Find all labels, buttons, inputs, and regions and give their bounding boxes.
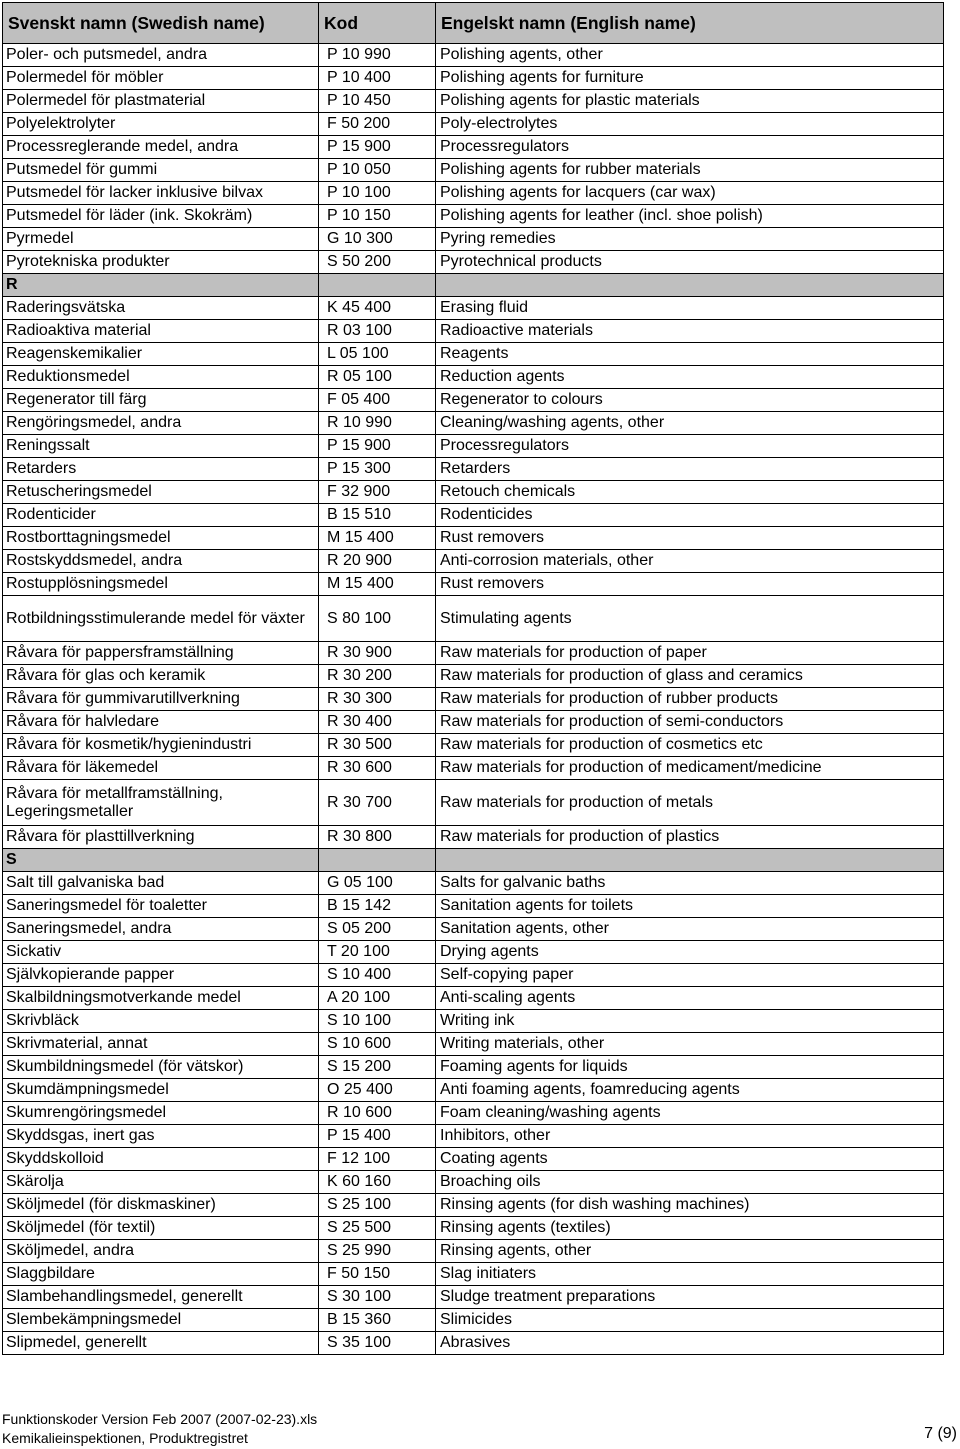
swedish-name-cell: Salt till galvaniska bad	[3, 872, 319, 895]
table-row	[3, 1079, 944, 1102]
code-cell: P 15 300	[319, 458, 436, 481]
swedish-name-cell: Rostborttagningsmedel	[3, 527, 319, 550]
english-name-cell: Retouch chemicals	[436, 481, 944, 504]
english-name-cell: Raw materials for production of cosmetics etc	[436, 734, 944, 757]
table-row	[3, 228, 944, 251]
swedish-name-cell: Putsmedel för läder (ink. Skokräm)	[3, 205, 319, 228]
section-row	[3, 849, 944, 872]
english-name-cell: Raw materials for production of paper	[436, 642, 944, 665]
table-row	[3, 136, 944, 159]
english-name-cell: Polishing agents for rubber materials	[436, 159, 944, 182]
code-cell: S 35 100	[319, 1332, 436, 1355]
table-row	[3, 596, 944, 642]
swedish-name-cell: Rostupplösningsmedel	[3, 573, 319, 596]
swedish-name-cell: Raderingsvätska	[3, 297, 319, 320]
code-cell: S 10 600	[319, 1033, 436, 1056]
table-row	[3, 1148, 944, 1171]
code-cell: R 10 990	[319, 412, 436, 435]
swedish-name-cell: Sickativ	[3, 941, 319, 964]
table-row	[3, 1102, 944, 1125]
table-row	[3, 1056, 944, 1079]
column-header-english-name: Engelskt namn (English name)	[436, 3, 944, 44]
swedish-name-cell: Reningssalt	[3, 435, 319, 458]
table-row	[3, 1194, 944, 1217]
table-row	[3, 734, 944, 757]
code-cell: S 50 200	[319, 251, 436, 274]
code-cell: S 25 100	[319, 1194, 436, 1217]
section-empty-cell	[319, 849, 436, 872]
english-name-cell: Slimicides	[436, 1309, 944, 1332]
swedish-name-cell: Sköljmedel (för diskmaskiner)	[3, 1194, 319, 1217]
table-row	[3, 895, 944, 918]
english-name-cell: Rust removers	[436, 573, 944, 596]
table-row	[3, 205, 944, 228]
english-name-cell: Foaming agents for liquids	[436, 1056, 944, 1079]
table-row	[3, 67, 944, 90]
table-row	[3, 389, 944, 412]
english-name-cell: Pyrotechnical products	[436, 251, 944, 274]
english-name-cell: Sanitation agents, other	[436, 918, 944, 941]
code-cell: S 10 400	[319, 964, 436, 987]
table-row	[3, 435, 944, 458]
section-empty-cell	[436, 274, 944, 297]
code-cell: S 30 100	[319, 1286, 436, 1309]
code-cell: P 10 150	[319, 205, 436, 228]
table-row	[3, 642, 944, 665]
english-name-cell: Polishing agents for lacquers (car wax)	[436, 182, 944, 205]
swedish-name-cell: Poler- och putsmedel, andra	[3, 44, 319, 67]
page-number: 7 (9)	[924, 1425, 957, 1442]
code-cell: S 25 500	[319, 1217, 436, 1240]
table-row	[3, 688, 944, 711]
swedish-name-cell: Polermedel för plastmaterial	[3, 90, 319, 113]
table-row	[3, 504, 944, 527]
table-row	[3, 964, 944, 987]
table-row	[3, 1125, 944, 1148]
english-name-cell: Foam cleaning/washing agents	[436, 1102, 944, 1125]
english-name-cell: Inhibitors, other	[436, 1125, 944, 1148]
swedish-name-cell: Skyddskolloid	[3, 1148, 319, 1171]
code-cell: P 10 400	[319, 67, 436, 90]
english-name-cell: Self-copying paper	[436, 964, 944, 987]
section-letter: S	[3, 849, 319, 872]
table-row	[3, 1263, 944, 1286]
swedish-name-cell: Råvara för gummivarutillverkning	[3, 688, 319, 711]
code-cell: R 30 800	[319, 826, 436, 849]
swedish-name-cell: Råvara för metallframställning, Legeringsmetaller	[3, 780, 319, 826]
code-cell: A 20 100	[319, 987, 436, 1010]
english-name-cell: Anti foaming agents, foamreducing agents	[436, 1079, 944, 1102]
english-name-cell: Sanitation agents for toilets	[436, 895, 944, 918]
table-row	[3, 159, 944, 182]
swedish-name-cell: Pyrotekniska produkter	[3, 251, 319, 274]
english-name-cell: Reduction agents	[436, 366, 944, 389]
swedish-name-cell: Rotbildningsstimulerande medel för växter	[3, 596, 319, 642]
english-name-cell: Processregulators	[436, 136, 944, 159]
table-row	[3, 780, 944, 826]
code-cell: R 30 400	[319, 711, 436, 734]
table-row	[3, 412, 944, 435]
english-name-cell: Anti-corrosion materials, other	[436, 550, 944, 573]
code-cell: S 05 200	[319, 918, 436, 941]
swedish-name-cell: Processreglerande medel, andra	[3, 136, 319, 159]
code-cell: R 30 700	[319, 780, 436, 826]
english-name-cell: Raw materials for production of rubber products	[436, 688, 944, 711]
english-name-cell: Stimulating agents	[436, 596, 944, 642]
english-name-cell: Salts for galvanic baths	[436, 872, 944, 895]
english-name-cell: Raw materials for production of semi-conductors	[436, 711, 944, 734]
footer-organization: Kemikalieinspektionen, Produktregistret	[2, 1430, 248, 1446]
english-name-cell: Abrasives	[436, 1332, 944, 1355]
english-name-cell: Writing materials, other	[436, 1033, 944, 1056]
english-name-cell: Regenerator to colours	[436, 389, 944, 412]
code-cell: K 60 160	[319, 1171, 436, 1194]
swedish-name-cell: Skumrengöringsmedel	[3, 1102, 319, 1125]
code-cell: P 10 050	[319, 159, 436, 182]
code-cell: B 15 360	[319, 1309, 436, 1332]
table-row	[3, 113, 944, 136]
english-name-cell: Polishing agents for leather (incl. shoe polish)	[436, 205, 944, 228]
swedish-name-cell: Skumdämpningsmedel	[3, 1079, 319, 1102]
table-row	[3, 320, 944, 343]
english-name-cell: Polishing agents for plastic materials	[436, 90, 944, 113]
code-cell: F 50 150	[319, 1263, 436, 1286]
code-cell: S 15 200	[319, 1056, 436, 1079]
code-table	[2, 2, 944, 1355]
table-row	[3, 343, 944, 366]
section-row	[3, 274, 944, 297]
english-name-cell: Anti-scaling agents	[436, 987, 944, 1010]
table-row	[3, 251, 944, 274]
swedish-name-cell: Råvara för läkemedel	[3, 757, 319, 780]
table-row	[3, 826, 944, 849]
swedish-name-cell: Skärolja	[3, 1171, 319, 1194]
swedish-name-cell: Putsmedel för lacker inklusive bilvax	[3, 182, 319, 205]
code-cell: O 25 400	[319, 1079, 436, 1102]
code-cell: R 10 600	[319, 1102, 436, 1125]
swedish-name-cell: Slaggbildare	[3, 1263, 319, 1286]
english-name-cell: Raw materials for production of glass and ceramics	[436, 665, 944, 688]
english-name-cell: Raw materials for production of metals	[436, 780, 944, 826]
code-cell: S 10 100	[319, 1010, 436, 1033]
code-cell: T 20 100	[319, 941, 436, 964]
swedish-name-cell: Självkopierande papper	[3, 964, 319, 987]
swedish-name-cell: Saneringsmedel, andra	[3, 918, 319, 941]
code-cell: M 15 400	[319, 573, 436, 596]
english-name-cell: Reagents	[436, 343, 944, 366]
code-cell: K 45 400	[319, 297, 436, 320]
code-cell: B 15 510	[319, 504, 436, 527]
code-cell: F 50 200	[319, 113, 436, 136]
english-name-cell: Poly-electrolytes	[436, 113, 944, 136]
code-cell: F 32 900	[319, 481, 436, 504]
table-row	[3, 941, 944, 964]
table-row	[3, 1171, 944, 1194]
code-cell: R 30 200	[319, 665, 436, 688]
table-row	[3, 182, 944, 205]
table-row	[3, 297, 944, 320]
swedish-name-cell: Skrivmaterial, annat	[3, 1033, 319, 1056]
code-cell: G 05 100	[319, 872, 436, 895]
code-cell: B 15 142	[319, 895, 436, 918]
english-name-cell: Writing ink	[436, 1010, 944, 1033]
english-name-cell: Rinsing agents (for dish washing machines)	[436, 1194, 944, 1217]
english-name-cell: Erasing fluid	[436, 297, 944, 320]
section-empty-cell	[436, 849, 944, 872]
table-row	[3, 987, 944, 1010]
table-row	[3, 918, 944, 941]
code-cell: P 10 450	[319, 90, 436, 113]
swedish-name-cell: Sköljmedel (för textil)	[3, 1217, 319, 1240]
english-name-cell: Retarders	[436, 458, 944, 481]
swedish-name-cell: Skrivbläck	[3, 1010, 319, 1033]
code-cell: P 10 100	[319, 182, 436, 205]
code-cell: P 15 900	[319, 136, 436, 159]
table-row	[3, 44, 944, 67]
footer-filename: Funktionskoder Version Feb 2007 (2007-02-23).xls	[2, 1411, 318, 1427]
table-row	[3, 573, 944, 596]
code-cell: S 25 990	[319, 1240, 436, 1263]
english-name-cell: Rust removers	[436, 527, 944, 550]
table-row	[3, 1010, 944, 1033]
swedish-name-cell: Retarders	[3, 458, 319, 481]
swedish-name-cell: Reagenskemikalier	[3, 343, 319, 366]
code-cell: S 80 100	[319, 596, 436, 642]
code-cell: M 15 400	[319, 527, 436, 550]
swedish-name-cell: Skalbildningsmotverkande medel	[3, 987, 319, 1010]
swedish-name-cell: Regenerator till färg	[3, 389, 319, 412]
english-name-cell: Rinsing agents (textiles)	[436, 1217, 944, 1240]
english-name-cell: Processregulators	[436, 435, 944, 458]
table-row	[3, 366, 944, 389]
column-header-swedish-name: Svenskt namn (Swedish name)	[3, 3, 319, 44]
table-row	[3, 711, 944, 734]
code-cell: P 15 400	[319, 1125, 436, 1148]
english-name-cell: Coating agents	[436, 1148, 944, 1171]
table-row	[3, 1217, 944, 1240]
page-footer	[2, 1410, 957, 1448]
table-row	[3, 550, 944, 573]
code-cell: F 05 400	[319, 389, 436, 412]
swedish-name-cell: Råvara för kosmetik/hygienindustri	[3, 734, 319, 757]
swedish-name-cell: Rostskyddsmedel, andra	[3, 550, 319, 573]
code-cell: R 03 100	[319, 320, 436, 343]
swedish-name-cell: Slipmedel, generellt	[3, 1332, 319, 1355]
swedish-name-cell: Rengöringsmedel, andra	[3, 412, 319, 435]
code-cell: R 30 900	[319, 642, 436, 665]
english-name-cell: Cleaning/washing agents, other	[436, 412, 944, 435]
code-cell: R 30 600	[319, 757, 436, 780]
table-row	[3, 665, 944, 688]
english-name-cell: Raw materials for production of medicament/medicine	[436, 757, 944, 780]
table-row	[3, 90, 944, 113]
swedish-name-cell: Polermedel för möbler	[3, 67, 319, 90]
code-cell: L 05 100	[319, 343, 436, 366]
swedish-name-cell: Retuscheringsmedel	[3, 481, 319, 504]
code-cell: P 10 990	[319, 44, 436, 67]
swedish-name-cell: Råvara för glas och keramik	[3, 665, 319, 688]
swedish-name-cell: Slembekämpningsmedel	[3, 1309, 319, 1332]
english-name-cell: Broaching oils	[436, 1171, 944, 1194]
swedish-name-cell: Sköljmedel, andra	[3, 1240, 319, 1263]
swedish-name-cell: Pyrmedel	[3, 228, 319, 251]
english-name-cell: Sludge treatment preparations	[436, 1286, 944, 1309]
swedish-name-cell: Råvara för pappersframställning	[3, 642, 319, 665]
english-name-cell: Drying agents	[436, 941, 944, 964]
code-cell: P 15 900	[319, 435, 436, 458]
swedish-name-cell: Polyelektrolyter	[3, 113, 319, 136]
code-cell: R 05 100	[319, 366, 436, 389]
swedish-name-cell: Radioaktiva material	[3, 320, 319, 343]
swedish-name-cell: Putsmedel för gummi	[3, 159, 319, 182]
table-body	[3, 44, 944, 1355]
english-name-cell: Polishing agents, other	[436, 44, 944, 67]
english-name-cell: Rodenticides	[436, 504, 944, 527]
code-cell: R 30 500	[319, 734, 436, 757]
table-row	[3, 1033, 944, 1056]
code-cell: F 12 100	[319, 1148, 436, 1171]
swedish-name-cell: Reduktionsmedel	[3, 366, 319, 389]
english-name-cell: Slag initiaters	[436, 1263, 944, 1286]
english-name-cell: Raw materials for production of plastics	[436, 826, 944, 849]
table-row	[3, 1286, 944, 1309]
swedish-name-cell: Råvara för plasttillverkning	[3, 826, 319, 849]
english-name-cell: Pyring remedies	[436, 228, 944, 251]
code-cell: R 20 900	[319, 550, 436, 573]
swedish-name-cell: Slambehandlingsmedel, generellt	[3, 1286, 319, 1309]
swedish-name-cell: Skyddsgas, inert gas	[3, 1125, 319, 1148]
swedish-name-cell: Skumbildningsmedel (för vätskor)	[3, 1056, 319, 1079]
swedish-name-cell: Saneringsmedel för toaletter	[3, 895, 319, 918]
code-cell: R 30 300	[319, 688, 436, 711]
table-row	[3, 872, 944, 895]
table-header-row	[3, 3, 944, 44]
english-name-cell: Rinsing agents, other	[436, 1240, 944, 1263]
column-header-code: Kod	[319, 3, 436, 44]
section-empty-cell	[319, 274, 436, 297]
swedish-name-cell: Rodenticider	[3, 504, 319, 527]
english-name-cell: Radioactive materials	[436, 320, 944, 343]
swedish-name-cell: Råvara för halvledare	[3, 711, 319, 734]
code-cell: G 10 300	[319, 228, 436, 251]
table-row	[3, 481, 944, 504]
table-row	[3, 527, 944, 550]
table-row	[3, 1240, 944, 1263]
english-name-cell: Polishing agents for furniture	[436, 67, 944, 90]
table-row	[3, 1309, 944, 1332]
table-row	[3, 458, 944, 481]
table-row	[3, 1332, 944, 1355]
table-row	[3, 757, 944, 780]
section-letter: R	[3, 274, 319, 297]
